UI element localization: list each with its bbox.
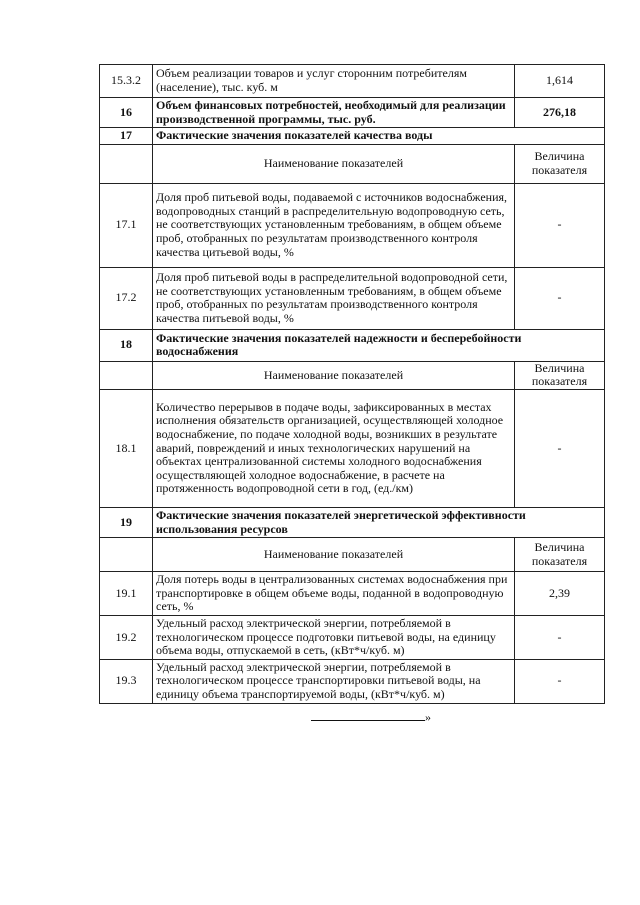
closing-line [311, 710, 431, 725]
row-number: 15.3.2 [100, 65, 153, 98]
table-row [100, 572, 605, 616]
indicators-table [99, 64, 605, 704]
indicator-name: Удельный расход электрической энергии, потребляемой в технологическом процессе транспортировки питьевой воды, на единицу объема транспортируемой воды, (кВт*ч/куб. м) [153, 659, 515, 703]
column-header-name: Наименование показателей [153, 361, 515, 389]
indicator-name: Количество перерывов в подаче воды, зафиксированных в местах исполнения обязательств организацией, осуществляющей холодное водоснабжение, по подаче холодной воды, возникших в результате аварий, повреждений и иных технологических нарушений на объектах централизованной системы холодного водоснабжения осуществляющей холодное водоснабжение, в расчете на протяженность водопроводной сети в год, (ед./км) [153, 389, 515, 507]
column-header-name: Наименование показателей [153, 144, 515, 183]
section-title: Фактические значения показателей энергетической эффективности использования ресурсов [153, 507, 605, 537]
column-header-value: Величина показателя [515, 538, 605, 572]
row-number: 19.3 [100, 659, 153, 703]
table-row [100, 538, 605, 572]
header-empty-cell [100, 361, 153, 389]
table-row [100, 128, 605, 145]
table-row [100, 659, 605, 703]
closing-quote-mark: » [425, 710, 431, 724]
row-number: 19.2 [100, 615, 153, 659]
indicators-table-body [100, 65, 605, 704]
indicator-name: Объем финансовых потребностей, необходимый для реализации производственной программы, тыс. руб. [153, 98, 515, 128]
table-row [100, 389, 605, 507]
table-row [100, 329, 605, 361]
indicator-name: Доля проб питьевой воды в распределительной водопроводной сети, не соответствующих установленным требованиям, в общем объеме проб, отобранных по результатам производственного контроля качества питьевой воды, % [153, 267, 515, 329]
indicator-value: - [515, 267, 605, 329]
header-empty-cell [100, 144, 153, 183]
row-number: 19.1 [100, 572, 153, 616]
table-row [100, 98, 605, 128]
table-row [100, 267, 605, 329]
table-row [100, 507, 605, 537]
closing-rule [311, 710, 425, 721]
table-row [100, 183, 605, 267]
section-number: 19 [100, 507, 153, 537]
table-row [100, 144, 605, 183]
indicator-value: - [515, 659, 605, 703]
indicator-name: Удельный расход электрической энергии, потребляемой в технологическом процессе подготовки питьевой воды, на единицу объема воды, отпускаемой в сеть, (кВт*ч/куб. м) [153, 615, 515, 659]
indicator-value: - [515, 183, 605, 267]
row-number: 16 [100, 98, 153, 128]
column-header-value: Величина показателя [515, 144, 605, 183]
section-number: 18 [100, 329, 153, 361]
indicator-value: 2,39 [515, 572, 605, 616]
section-title: Фактические значения показателей надежности и бесперебойности водоснабжения [153, 329, 605, 361]
indicator-value: - [515, 615, 605, 659]
table-row [100, 615, 605, 659]
row-number: 17.2 [100, 267, 153, 329]
column-header-name: Наименование показателей [153, 538, 515, 572]
row-number: 17.1 [100, 183, 153, 267]
indicator-name: Доля потерь воды в централизованных системах водоснабжения при транспортировке в общем объеме воды, поданной в водопроводную сеть, % [153, 572, 515, 616]
column-header-value: Величина показателя [515, 361, 605, 389]
indicator-value: 276,18 [515, 98, 605, 128]
row-number: 18.1 [100, 389, 153, 507]
indicator-name: Объем реализации товаров и услуг сторонним потребителям (население), тыс. куб. м [153, 65, 515, 98]
indicators-table-page [99, 64, 604, 704]
section-title: Фактические значения показателей качества воды [153, 128, 605, 145]
table-row [100, 361, 605, 389]
header-empty-cell [100, 538, 153, 572]
indicator-value: - [515, 389, 605, 507]
indicator-value: 1,614 [515, 65, 605, 98]
section-number: 17 [100, 128, 153, 145]
indicator-name: Доля проб питьевой воды, подаваемой с источников водоснабжения, водопроводных станций в распределительную водопроводную сеть, не соответствующих установленным требованиям, в общем объеме проб, отобранных по результатам производственного контроля качества цитьевой воды, % [153, 183, 515, 267]
table-row [100, 65, 605, 98]
